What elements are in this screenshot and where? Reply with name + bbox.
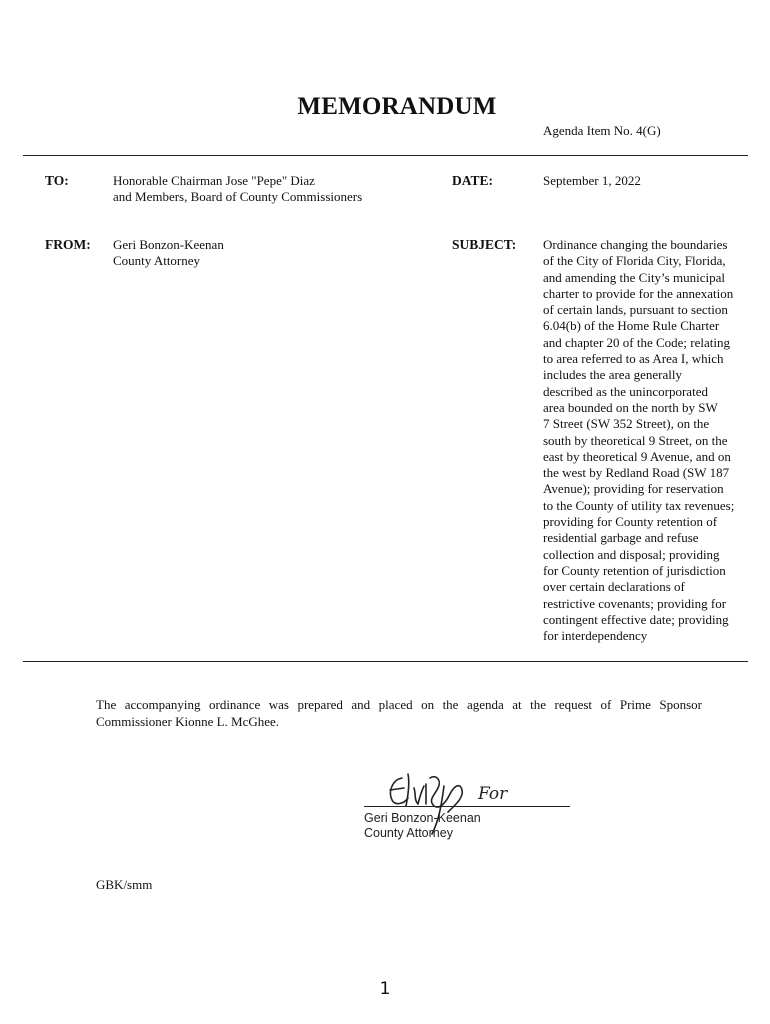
subject-line: the west by Redland Road (SW 187 (543, 465, 730, 481)
subject-line: 7 Street (SW 352 Street), on the (543, 416, 710, 432)
subject-line: contingent effective date; providing (543, 611, 729, 627)
subject-line: over certain declarations of (543, 579, 685, 595)
from-label: FROM: (45, 237, 91, 252)
date-label: DATE: (452, 173, 494, 188)
date-value: September 1, 2022 (543, 173, 641, 188)
signer-name: Geri Bonzon-Keenan (364, 811, 481, 825)
bottom-divider (23, 661, 748, 662)
signature-line (364, 806, 570, 807)
signer-title: County Attorney (364, 826, 453, 840)
subject-line: and amending the City’s municipal (543, 269, 725, 285)
subject-label: SUBJECT: (452, 237, 517, 252)
subject-line: east by theoretical 9 Avenue, and on (543, 448, 731, 464)
subject-line: charter to provide for the annexation (543, 285, 734, 301)
signature-for: For (478, 784, 508, 804)
from-line: County Attorney (113, 253, 201, 269)
subject-line: and chapter 20 of the Code; relating (543, 334, 730, 350)
subject-text (543, 237, 755, 644)
subject-line: providing for County retention of (543, 514, 718, 530)
subject-line: of the City of Florida City, Florida, (543, 253, 726, 269)
from-line: Geri Bonzon-Keenan (113, 237, 224, 252)
top-divider (23, 155, 748, 156)
to-label: TO: (45, 173, 69, 188)
initials: GBK/smm (96, 877, 153, 892)
subject-line: described as the unincorporated (543, 383, 708, 399)
to-recipients (113, 173, 362, 206)
subject-line: includes the area generally (543, 367, 682, 383)
subject-line: for interdependency (543, 628, 648, 644)
subject-line: of certain lands, pursuant to section (543, 302, 728, 318)
subject-line: to area referred to as Area I, which (543, 351, 724, 367)
body-paragraph: The accompanying ordinance was prepared and placed on the agenda at the request of Prime Sponsor Commissioner Kionne L. McGhee. (96, 697, 702, 729)
page-number: 1 (379, 979, 391, 999)
memo-title: MEMORANDUM (297, 93, 497, 120)
from-sender (113, 237, 224, 270)
subject-line: south by theoretical 9 Street, on the (543, 432, 728, 448)
subject-line: residential garbage and refuse (543, 530, 699, 546)
subject-line: 6.04(b) of the Home Rule Charter (543, 318, 720, 334)
subject-line: Ordinance changing the boundaries (543, 237, 728, 252)
agenda-item-number: Agenda Item No. 4(G) (543, 123, 661, 138)
to-line: Honorable Chairman Jose "Pepe" Diaz (113, 173, 315, 188)
to-line: and Members, Board of County Commissioners (113, 189, 363, 205)
subject-line: to the County of utility tax revenues; (543, 497, 735, 513)
signature-block (364, 811, 481, 841)
subject-line: area bounded on the north by SW (543, 399, 718, 415)
subject-line: for County retention of jurisdiction (543, 562, 726, 578)
subject-line: restrictive covenants; providing for (543, 595, 727, 611)
subject-line: collection and disposal; providing (543, 546, 720, 562)
subject-line: Avenue); providing for reservation (543, 481, 724, 497)
